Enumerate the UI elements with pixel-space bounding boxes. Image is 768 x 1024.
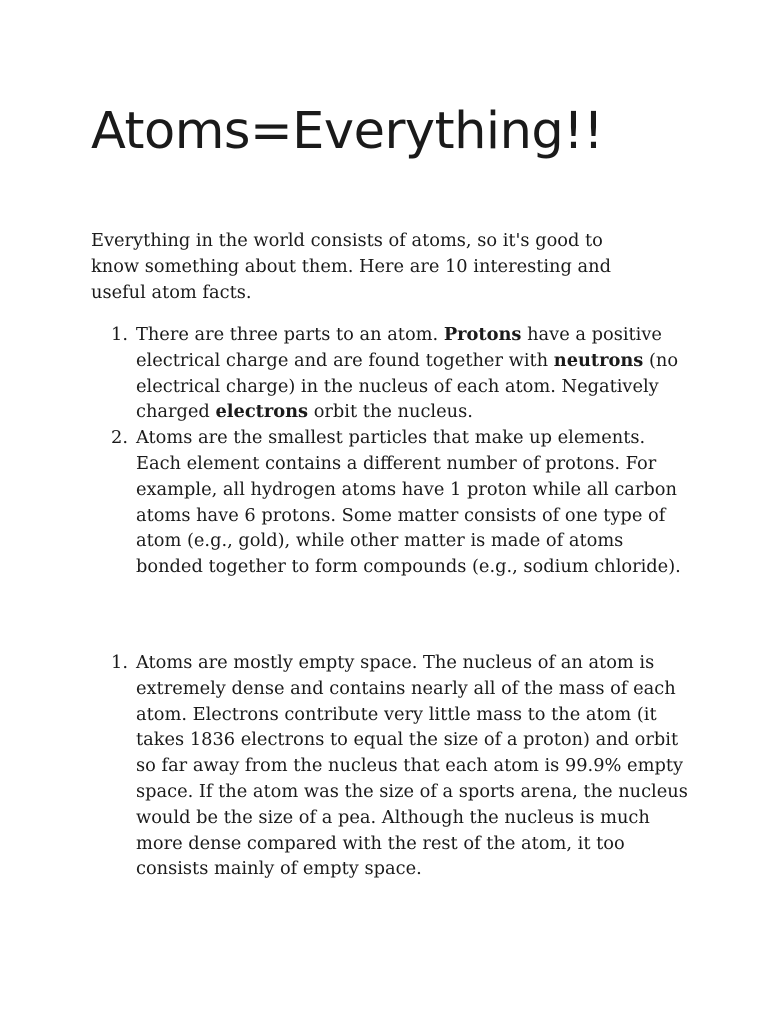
facts-list-2	[91, 650, 691, 882]
list-item-empty-space	[91, 650, 691, 882]
document-title: Atoms=Everything!!	[91, 102, 604, 161]
item-text: orbit the nucleus.	[308, 401, 473, 423]
bold-term-protons: Protons	[443, 324, 522, 345]
item-text: (no electrical charge) in the nucleus of each atom. Negatively charged	[136, 349, 679, 423]
list-number: 1.	[111, 652, 128, 673]
intro-line-1: Everything in the world consists of atoms, so it's good to	[91, 230, 603, 251]
bold-term-neutrons: neutrons	[553, 349, 644, 371]
list-number: 2.	[111, 427, 128, 449]
list-number: 1.	[111, 324, 128, 345]
item-text: Atoms are the smallest particles that make up elements. Each element contains a different number of protons. For example, all hydrogen atoms have 1 proton while all carbon atoms have 6 protons. Some matter consists of one type of atom (e.g., gold), while other matter is made of atoms bonded together to form compounds (e.g., sodium chloride).	[136, 427, 681, 578]
item-text: have a positive electrical charge and are found together with	[136, 324, 662, 371]
bold-term-electrons: electrons	[215, 401, 309, 423]
intro-paragraph	[91, 228, 663, 305]
intro-line-2: know something about them. Here are 10 interesting and	[91, 255, 611, 277]
intro-line-3: useful atom facts.	[91, 281, 252, 303]
item-text: Atoms are mostly empty space. The nucleus of an atom is extremely dense and contains nearly all of the mass of each atom. Electrons contribute very little mass to the atom (it takes 1836 electrons to equal the size of a proton) and orbit so far away from the nucleus that each atom is 99.9% empty space. If the atom was the size of a sports arena, the nucleus would be the size of a pea. Although the nucleus is much more dense compared with the rest of the atom, it too consists mainly of empty space.	[136, 652, 688, 880]
item-text: There are three parts to an atom.	[136, 324, 444, 345]
facts-list-1	[91, 322, 691, 580]
list-item-protons	[91, 322, 691, 425]
list-item-elements	[91, 425, 691, 580]
